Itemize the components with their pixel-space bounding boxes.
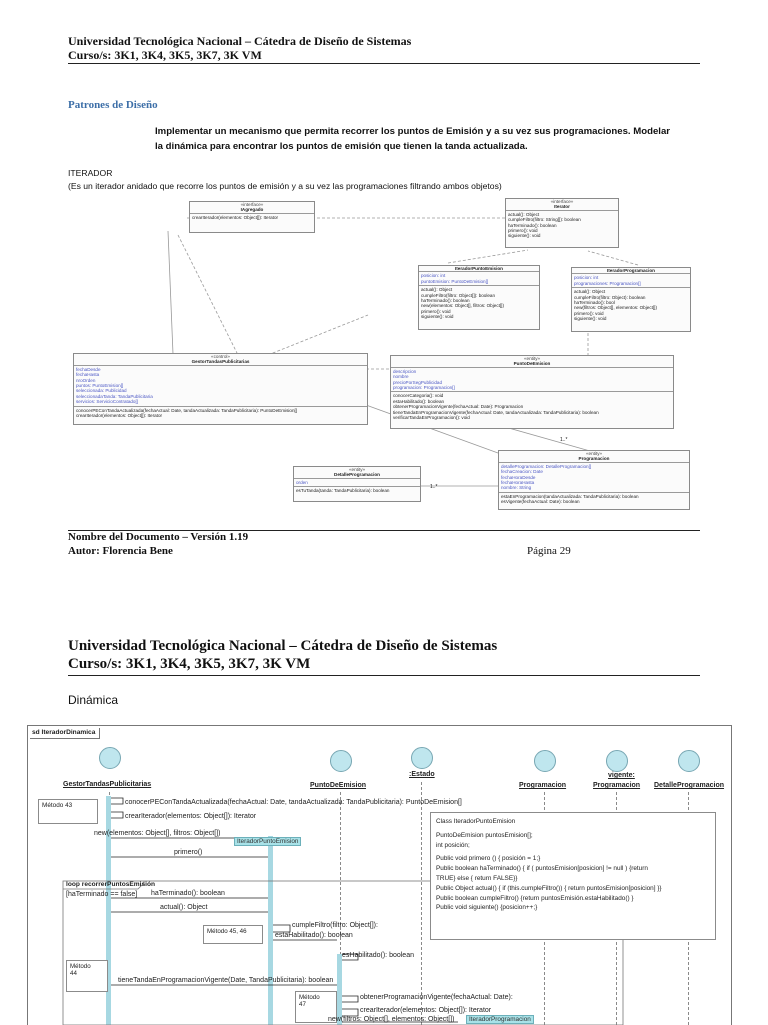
iterator-op: haTerminado(): boolean bbox=[508, 222, 557, 228]
gestor-tandas-class bbox=[73, 353, 368, 425]
punto-de-emision-stereotype: «entity» bbox=[523, 356, 541, 361]
class-attr: puntoEmision: PuntoDeEmision[] bbox=[421, 278, 489, 284]
iterator-op: cumpleFiltro(filtro: String[]): boolean bbox=[508, 217, 581, 223]
code-line: Public Object actual() { if (this.cumpleFiltro()) { return puntosEmision[posicion] }} bbox=[436, 884, 662, 892]
header-line-1: Universidad Tecnológica Nacional – Cátedra de Diseño de Sistemas bbox=[68, 34, 412, 48]
multiplicity-label: 1..* bbox=[560, 437, 568, 443]
gestor-stereotype: «control» bbox=[211, 354, 230, 359]
footer-author: Autor: Florencia Bene bbox=[68, 545, 173, 557]
punto-de-emision-class bbox=[390, 355, 674, 429]
class-op: estaEnProgramacion(tandaActualizada: TandaPublicitaria): boolean bbox=[501, 493, 639, 499]
iterator-op: primero(): void bbox=[508, 228, 538, 234]
message-label: new(elementos: Object[], filtros: Object[]) bbox=[94, 830, 221, 837]
class-op: conocerCategoria(): void bbox=[393, 393, 444, 399]
detalle-stereotype: «entity» bbox=[348, 467, 366, 472]
class-attr: programaciones: Programacion[] bbox=[574, 280, 641, 286]
lifeline-name: :Estado bbox=[409, 771, 435, 778]
message-label: esHabilitado(): boolean bbox=[342, 952, 414, 959]
class-op: haTerminado(): bool bbox=[574, 300, 615, 306]
class-op: conocerPEConTandaActualizada(fechaActual: Date, tandaActualizada: TandaPublicitaria): PuntoDeEmision[] bbox=[76, 407, 298, 413]
code-line: TRUE} else { return FALSE}} bbox=[436, 874, 518, 882]
class-attr: precioPorSegPublicidad bbox=[393, 379, 443, 385]
message-label: new(filtros: Object[], elementos: Object[]) bbox=[328, 1016, 455, 1023]
header-rule bbox=[68, 63, 700, 64]
message-label: crearIterador(elementos: Object[]): Iterator bbox=[125, 813, 257, 820]
class-op: haTerminado(): boolean bbox=[421, 298, 470, 304]
code-line: PuntoDeEmision puntosEmision[]; bbox=[436, 831, 533, 839]
code-line: Public void primero () { posición = 1;} bbox=[436, 855, 541, 863]
message-label: crearIterador(elementos: Object[]): Iterator bbox=[360, 1007, 492, 1014]
class-attr: nroOrden bbox=[76, 377, 96, 383]
iagregado-interface bbox=[189, 201, 315, 233]
message-label: estaHabilitado(): boolean bbox=[275, 932, 353, 939]
iterador-punto-emision-object: IteradorPuntoEmision bbox=[234, 837, 301, 846]
class-attr: programacion: Programacion[] bbox=[393, 385, 455, 391]
class-attr: fechaHasta bbox=[76, 372, 100, 378]
method-47-note-line: 47 bbox=[299, 1001, 306, 1008]
code-line: Class IteradorPuntoEmision bbox=[436, 818, 516, 825]
class-op: cumpleFiltro(filtro: Object[]): boolean bbox=[421, 292, 496, 298]
method-44-note-line: 44 bbox=[70, 970, 77, 977]
class-attr: fechaHoraHasta bbox=[501, 480, 535, 486]
message-label: obtenerProgramaciónVigente(fechaActual: Date): bbox=[360, 994, 513, 1001]
detalle-programacion-class bbox=[293, 466, 421, 502]
header-line-2: Curso/s: 3K1, 3K4, 3K5, 3K7, 3K VM bbox=[68, 656, 311, 672]
footer-page-number: Página 29 bbox=[527, 545, 571, 557]
class-op: primero(): void bbox=[421, 308, 451, 314]
class-op: new(filtros: Object[], elementos: Object[]) bbox=[574, 305, 657, 311]
iterador-punto-emision-class bbox=[418, 265, 540, 330]
code-line: Public void siguiente() {posicion++;} bbox=[436, 904, 538, 912]
class-attr: nombre: String bbox=[501, 485, 532, 491]
class-attr: fechaHoraDesde bbox=[501, 474, 536, 480]
header-line-1: Universidad Tecnológica Nacional – Cátedra de Diseño de Sistemas bbox=[68, 638, 498, 654]
frame-label: sd IteradorDinamica bbox=[30, 728, 100, 739]
message-label: primero() bbox=[174, 849, 203, 856]
method-44-note-line: Método bbox=[70, 963, 91, 970]
class-op: new(elementos: Object[], filtros: Object[]) bbox=[421, 303, 504, 309]
gestor-name: GestorTandasPublicitarias bbox=[191, 359, 250, 365]
message-label: cumpleFiltro(filtro: Object[]): bbox=[292, 922, 378, 929]
iagregado-name: IAgregado bbox=[240, 207, 264, 213]
iterator-stereotype: «interface» bbox=[550, 199, 574, 204]
section-title: Patrones de Diseño bbox=[68, 99, 158, 111]
punto-de-emision-name: PuntoDeEmision bbox=[513, 361, 551, 367]
method-43-note: Método 43 bbox=[38, 799, 98, 824]
iterator-op: siguiente(): void bbox=[508, 233, 541, 239]
lifeline-name: PuntoDeEmision bbox=[310, 782, 367, 789]
programacion-class bbox=[498, 450, 690, 510]
statement-line-1: Implementar un mecanismo que permita recorrer los puntos de Emisión y a su vez sus programaciones. Modelar bbox=[155, 126, 671, 137]
iterator-name: Iterator bbox=[554, 204, 570, 210]
lifeline-name: Programacion bbox=[519, 782, 567, 789]
iterador-punto-emision-name: IteradorPuntoEmision bbox=[455, 266, 503, 271]
class-attr: seleccionadaTanda: TandaPublicitaria bbox=[76, 393, 153, 399]
class-op: crearIterador(elementos: Object[]): Iterator bbox=[76, 413, 163, 419]
programacion-stereotype: «entity» bbox=[585, 451, 603, 456]
statement-line-2: la dinámica para encontrar los puntos de emisión que tienen la tanda actualizada. bbox=[155, 141, 528, 152]
code-line: Public boolean haTerminado() { if ( puntosEmision[posicion] != null ) {return bbox=[436, 865, 648, 873]
page-separator bbox=[0, 570, 768, 605]
class-op: primero(): void bbox=[574, 310, 604, 316]
code-line: Public boolean cumpleFiltro() {return puntosEmisión.estaHabilitado() } bbox=[436, 894, 634, 902]
message-label: conocerPEConTandaActualizada(fechaActual: Date, tandaActualizada: TandaPublicitaria): PuntoDeEmision[] bbox=[125, 799, 462, 806]
message-label: tieneTandaEnProgramacionVigente(Date, TandaPublicitaria): boolean bbox=[118, 977, 334, 984]
class-attr: detalleProgramacion: DetalleProgramacion[] bbox=[501, 463, 592, 469]
class-op: esTuTanda(tanda: TandaPublicitaria): boolean bbox=[296, 488, 390, 494]
pattern-description: (Es un iterador anidado que recorre los puntos de emisión y a su vez las programaciones filtrando ambos objetos) bbox=[68, 181, 502, 191]
class-op: esVigente(fechaActual: Date): boolean bbox=[501, 499, 580, 505]
iagregado-op: crearIterador(elementos: Object[]): Iterator bbox=[192, 214, 279, 220]
header-rule bbox=[68, 675, 700, 676]
message-label: haTerminado(): boolean bbox=[151, 890, 225, 897]
section-title: Dinámica bbox=[68, 693, 119, 707]
pattern-name: ITERADOR bbox=[68, 168, 113, 178]
detalle-name: DetalleProgramacion bbox=[334, 472, 380, 478]
iterador-programacion-object: IteradorProgramacion bbox=[466, 1015, 534, 1024]
class-attr: fechaDesde bbox=[76, 366, 101, 372]
class-attr: posicion: int bbox=[421, 273, 446, 279]
class-attr: fechaCreacion: Date bbox=[501, 469, 543, 475]
lifeline-name: vigente: bbox=[608, 772, 635, 779]
iterador-programacion-class bbox=[571, 267, 691, 332]
sequence-diagram bbox=[27, 725, 732, 1025]
footer-doc-name: Nombre del Documento – Versión 1.19 bbox=[68, 531, 249, 543]
class-op: verificarTandaEnProgramacion(): void bbox=[393, 415, 470, 421]
class-op: tieneTandaEnProgramacionVigente(fechaActual: Date, tandaActualizada: TandaPublicitaria): boolean bbox=[393, 409, 599, 415]
class-attr: descripcion bbox=[393, 368, 417, 374]
class-attr: nombre bbox=[393, 374, 409, 380]
class-op: estaHabilitado(): boolean bbox=[393, 398, 445, 404]
loop-guard: [haTerminado == false] bbox=[66, 891, 138, 898]
page-2 bbox=[0, 605, 768, 1024]
class-attr: posicion: int bbox=[574, 275, 599, 281]
method-45-46-note: Método 45, 46 bbox=[203, 925, 263, 944]
class-diagram bbox=[68, 195, 700, 515]
header-line-2: Curso/s: 3K1, 3K4, 3K5, 3K7, 3K VM bbox=[68, 48, 262, 62]
class-op: siguiente(): void bbox=[421, 314, 454, 320]
method-47-note-line: Método bbox=[299, 994, 320, 1001]
class-op: siguiente(): void bbox=[574, 316, 607, 322]
class-op: cumpleFiltro(filtro: Object): boolean bbox=[574, 294, 646, 300]
iterador-programacion-name: IteradorProgramacion bbox=[607, 268, 655, 273]
lifeline-name: GestorTandasPublicitarias bbox=[63, 781, 152, 788]
message-label: actual(): Object bbox=[160, 904, 208, 911]
iterator-interface bbox=[505, 198, 619, 248]
iagregado-stereotype: «interface» bbox=[240, 202, 264, 207]
class-op: actual(): Object bbox=[574, 289, 606, 295]
class-attr: seleccionada: Publicidad bbox=[76, 388, 127, 394]
lifeline-name: DetalleProgramacion bbox=[654, 782, 725, 789]
multiplicity-label: 1..* bbox=[430, 484, 438, 490]
method-44-note bbox=[66, 960, 108, 992]
programacion-name: Programacion bbox=[578, 456, 610, 462]
iterator-op: actual(): Object bbox=[508, 211, 540, 217]
class-op: actual(): Object bbox=[421, 287, 453, 293]
code-note bbox=[430, 812, 716, 940]
class-attr: puntos: PuntoEmision[] bbox=[76, 383, 124, 389]
class-attr: orden bbox=[296, 479, 308, 485]
class-op: obtenerProgramacionVigente(fechaActual: Date): Programacion bbox=[393, 404, 524, 410]
loop-label: loop recorrerPuntosEmisión bbox=[66, 881, 156, 888]
class-attr: servicios: ServicioContratado[] bbox=[76, 399, 139, 405]
code-line: int posición; bbox=[436, 841, 470, 849]
lifeline-name: Programacion bbox=[593, 782, 641, 789]
